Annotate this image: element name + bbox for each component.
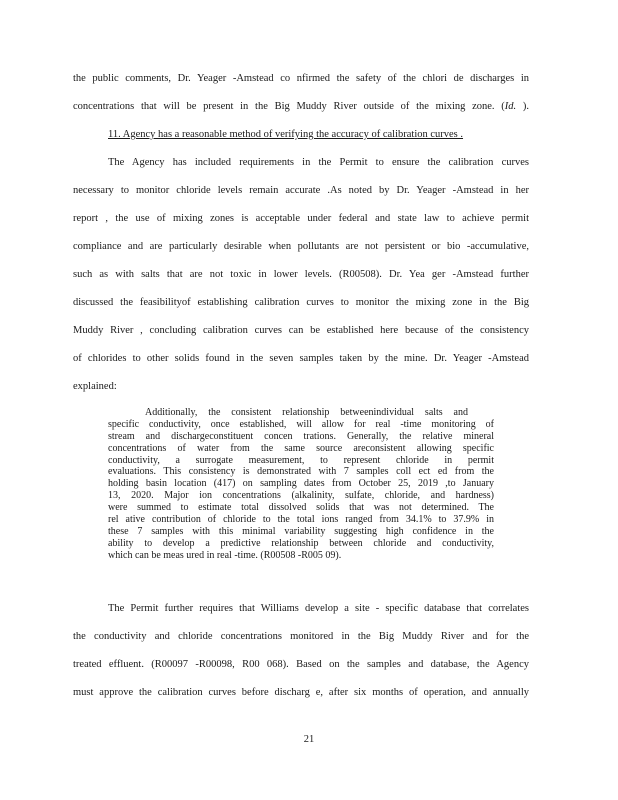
body-line: the public comments, Dr. Yeager -Amstead co nfirmed the safety of the chlori de discharges in xyxy=(73,73,529,84)
block-quote xyxy=(108,407,494,562)
paragraph-first-line: The Permit further requires that Williams develop a site - specific database that correlates xyxy=(108,603,529,614)
paragraph-first-line: The Agency has included requirements in the Permit to ensure the calibration curves xyxy=(108,157,529,168)
body-line: necessary to monitor chloride levels remain accurate .As noted by Dr. Yeager -Amstead in her xyxy=(73,185,529,196)
body-line: such as with salts that are not toxic in lower levels. (R00508). Dr. Yea ger -Amstead further xyxy=(73,269,529,280)
body-line: the conductivity and chloride concentrations monitored in the Big Muddy River and for the xyxy=(73,631,529,642)
quote-line: concentrations of water from the same source areconsistent allowing specific xyxy=(108,442,494,454)
body-line: Muddy River , concluding calibration curves can be established here because of the consistency xyxy=(73,325,529,336)
quote-line: conductivity, a surrogate measurement, to represent chloride in permit xyxy=(108,454,494,466)
quote-line: Additionally, the consistent relationship betweenindividual salts and xyxy=(145,407,468,418)
quote-line: evaluations. This consistency is demonstrated with 7 samples coll ect ed from the xyxy=(108,466,494,478)
section-heading: 11. Agency has a reasonable method of verifying the accuracy of calibration curves . xyxy=(108,129,464,140)
quote-line: stream and dischargeconstituent concen trations. Generally, the relative mineral xyxy=(108,430,494,442)
quote-line: 13, 2020. Major ion concentrations (alkalinity, sulfate, chloride, and hardness) xyxy=(108,490,494,502)
quote-line: these 7 samples with this minimal variability suggesting high confidence in the xyxy=(108,525,494,537)
quote-line: which can be meas ured in real -time. (R00508 -R005 09). xyxy=(108,549,342,561)
body-line: of chlorides to other solids found in the seven samples taken by the mine. Dr. Yeager -Amstead xyxy=(73,353,529,364)
quote-line: holding basin location (417) on sampling dates from October 25, 2019 ,to January xyxy=(108,478,494,490)
citation-id: Id. xyxy=(504,101,517,112)
page-number: 21 xyxy=(303,734,315,745)
quote-line: ability to develop a predictive relationship between chloride and conductivity, xyxy=(108,537,494,549)
body-line: compliance and are particularly desirable when pollutants are not persistent or bio -accumulative, xyxy=(73,241,529,252)
body-line: explained: xyxy=(73,381,117,392)
quote-line: rel ative contribution of chloride to the total ions ranged from 34.1% to 37.9% in xyxy=(108,514,494,526)
body-line-text: concentrations that will be present in the Big Muddy River outside of the mixing zone. ( xyxy=(73,101,505,112)
body-line: discussed the feasibilityof establishing calibration curves to monitor the mixing zone in the Big xyxy=(73,297,529,308)
citation-close: ). xyxy=(516,101,529,112)
body-line: report , the use of mixing zones is acceptable under federal and state law to achieve permit xyxy=(73,213,529,224)
body-line: treated effluent. (R00097 -R00098, R00 068). Based on the samples and database, the Agency xyxy=(73,659,529,670)
body-line-with-citation xyxy=(73,101,529,113)
body-line: must approve the calibration curves before discharg e, after six months of operation, and annually xyxy=(73,687,529,698)
quote-line: were summed to estimate total dissolved solids that was not determined. The xyxy=(108,502,494,514)
quote-line: specific conductivity, once established, will allow for real -time monitoring of xyxy=(108,418,494,430)
